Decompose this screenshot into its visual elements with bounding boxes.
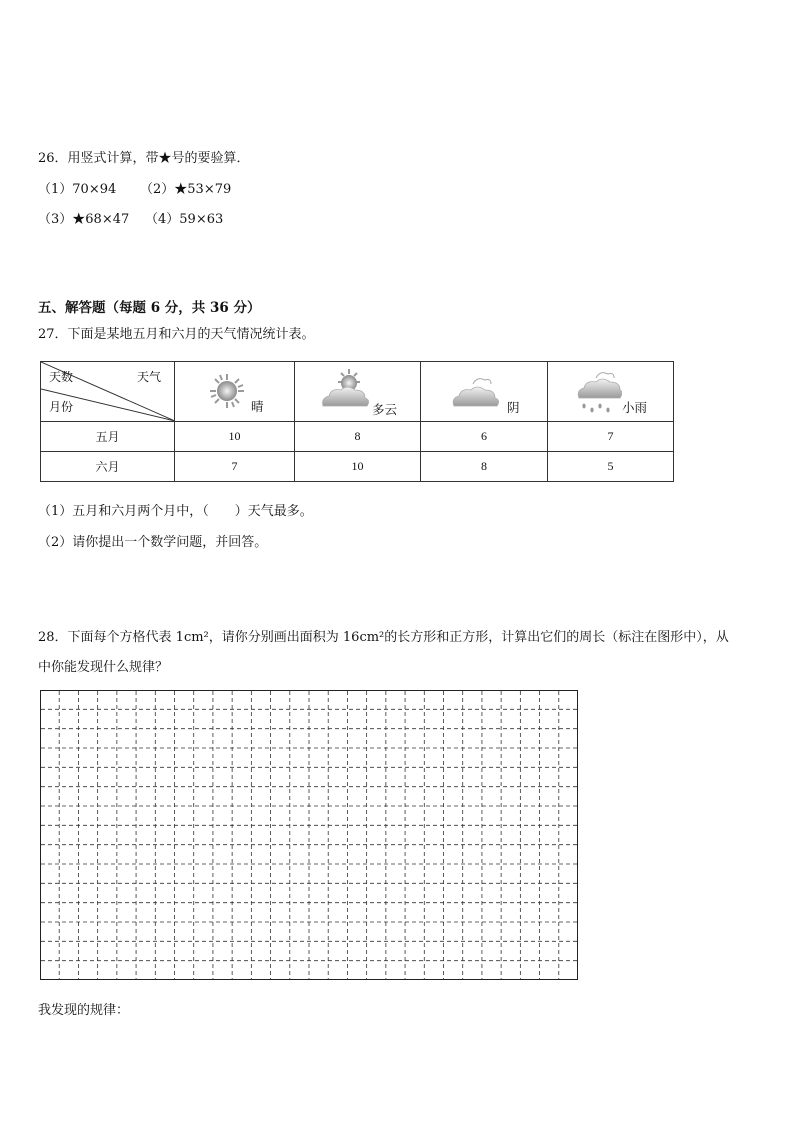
q28-line2: 中你能发现什么规律？ — [38, 660, 169, 675]
header-sunny — [175, 362, 295, 422]
cell-value: 7 — [548, 422, 674, 452]
q26-item-3: （3）★68×47 — [38, 212, 130, 227]
weather-label-cloudy: 阴 — [507, 400, 520, 415]
sun-icon — [208, 372, 246, 410]
q26-item-2: （2）★53×79 — [140, 182, 232, 197]
cell-value: 10 — [175, 422, 295, 452]
q27-sub1: （1）五月和六月两个月中，（ ）天气最多。 — [38, 504, 313, 519]
header-partly-cloudy — [295, 362, 421, 422]
weather-table — [40, 361, 674, 482]
cell-value: 8 — [295, 422, 421, 452]
cell-value: 5 — [548, 452, 674, 482]
drawing-grid[interactable] — [40, 690, 578, 980]
corner-label-weather: 天气 — [137, 370, 162, 384]
header-cloudy — [421, 362, 548, 422]
table-row — [41, 422, 674, 452]
q27-sub2: （2）请你提出一个数学问题，并回答。 — [38, 535, 268, 550]
corner-label-days: 天数 — [49, 370, 74, 384]
q26-item-4: （4）59×63 — [145, 212, 224, 227]
weather-label-light-rain: 小雨 — [622, 400, 648, 415]
corner-label-month: 月份 — [49, 400, 74, 414]
partly-cloudy-icon — [319, 368, 371, 412]
cell-value: 8 — [421, 452, 548, 482]
weather-label-sunny: 晴 — [251, 399, 264, 414]
rain-icon — [576, 370, 622, 416]
q27-title: 27．下面是某地五月和六月的天气情况统计表。 — [38, 327, 315, 342]
section-heading: 五、解答题（每题 6 分，共 36 分） — [38, 300, 261, 316]
cell-value: 7 — [175, 452, 295, 482]
corner-cell — [41, 362, 175, 422]
answer-label: 我发现的规律： — [38, 1003, 130, 1018]
q28-line1: 28．下面每个方格代表 1cm²，请你分别画出面积为 16cm²的长方形和正方形，计算出它们的周长（标注在图形中），从 — [38, 630, 729, 645]
q26-title: 26．用竖式计算，带★号的要验算． — [38, 151, 250, 166]
cell-value: 10 — [295, 452, 421, 482]
header-light-rain — [548, 362, 674, 422]
table-row — [41, 452, 674, 482]
month-label: 五月 — [41, 422, 175, 452]
q26-item-1: （1）70×94 — [38, 182, 117, 197]
month-label: 六月 — [41, 452, 175, 482]
cloudy-icon — [451, 374, 501, 410]
cell-value: 6 — [421, 422, 548, 452]
weather-label-partly-cloudy: 多云 — [372, 402, 398, 417]
weather-header-row — [41, 362, 674, 422]
